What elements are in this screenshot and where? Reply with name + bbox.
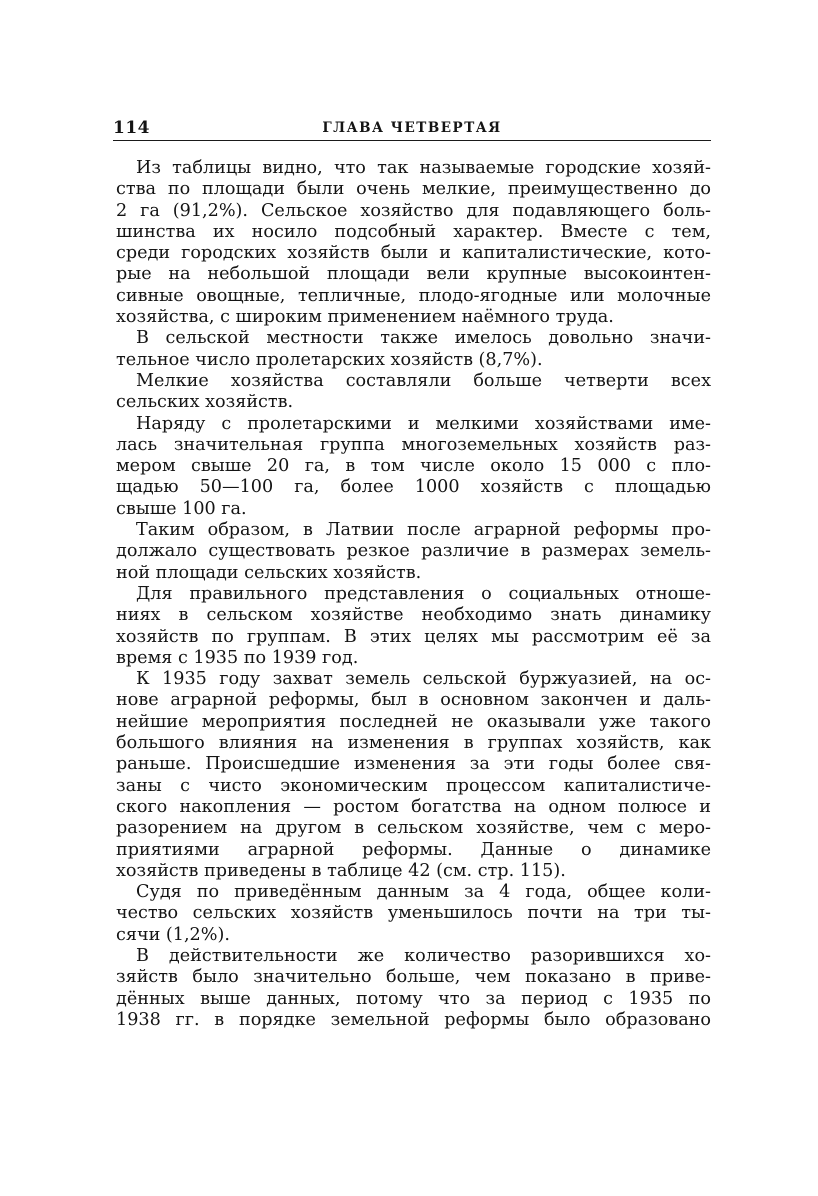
text-line: ского накопления — ростом богатства на одном полюсе и (116, 796, 711, 817)
text-line: Таким образом, в Латвии после аграрной реформы про- (136, 520, 711, 541)
paragraph (116, 328, 711, 371)
text-line: среди городских хозяйств были и капиталистические, кото- (116, 243, 711, 264)
text-line: дённых выше данных, потому что за период с 1935 по (116, 988, 711, 1009)
paragraph (116, 414, 711, 520)
text-line: щадью 50—100 га, более 1000 хозяйств с площадью (116, 477, 711, 498)
paragraph (116, 946, 711, 1031)
text-line: заны с чисто экономическим процессом капиталистиче- (116, 775, 711, 796)
text-line: В сельской местности также имелось довольно значи- (136, 328, 711, 349)
text-line: В действительности же количество разорившихся хо- (136, 945, 711, 966)
text-line: зяйств было значительно больше, чем показано в приве- (116, 967, 711, 988)
paragraph (116, 158, 711, 328)
page-number: 114 (113, 118, 150, 138)
text-line: сельских хозяйств. (116, 392, 294, 413)
text-line: К 1935 году захват земель сельской буржуазией, на ос- (136, 669, 711, 690)
text-line: время с 1935 по 1939 год. (116, 647, 359, 668)
text-line: лась значительная группа многоземельных хозяйств раз- (116, 434, 711, 455)
text-line: разорением на другом в сельском хозяйстве, чем с меро- (116, 818, 711, 839)
text-line: Судя по приведённым данным за 4 года, общее коли- (136, 882, 711, 903)
text-line: сивные овощные, тепличные, плодо-ягодные или молочные (116, 285, 711, 306)
text-line: должало существовать резкое различие в размерах земель- (116, 541, 711, 562)
text-line: сячи (1,2%). (116, 924, 230, 945)
text-line: большого влияния на изменения в группах хозяйств, как (116, 733, 711, 754)
text-line: свыше 100 га. (116, 498, 247, 519)
text-line: ства по площади были очень мелкие, преимущественно до (116, 179, 711, 200)
text-line: чество сельских хозяйств уменьшилось почти на три ты- (116, 903, 711, 924)
running-head: ГЛАВА ЧЕТВЕРТАЯ (322, 120, 502, 136)
text-line: нейшие мероприятия последней не оказывали уже такого (116, 711, 711, 732)
text-line: тельное число пролетарских хозяйств (8,7%). (116, 349, 543, 370)
text-line: Из таблицы видно, что так называемые городские хозяй- (136, 158, 711, 178)
text-line: ной площади сельских хозяйств. (116, 562, 422, 583)
paragraph (116, 371, 711, 414)
text-line: нове аграрной реформы, был в основном закончен и даль- (116, 690, 711, 711)
header-rule (113, 140, 711, 141)
text-line: приятиями аграрной реформы. Данные о динамике (116, 839, 711, 860)
text-line: Наряду с пролетарскими и мелкими хозяйствами име- (136, 413, 711, 434)
text-line: Мелкие хозяйства составляли больше четверти всех (136, 370, 711, 391)
page-header (113, 118, 711, 140)
paragraph (116, 520, 711, 584)
text-line: 2 га (91,2%). Сельское хозяйство для подавляющего боль- (116, 200, 711, 221)
text-line: Для правильного представления о социальных отноше- (136, 583, 711, 604)
text-line: хозяйства, с широким применением наёмного труда. (116, 307, 614, 328)
text-line: мером свыше 20 га, в том числе около 15 000 с пло- (116, 456, 711, 477)
text-line: раньше. Происшедшие изменения за эти годы более свя- (116, 754, 711, 775)
body-text (116, 158, 711, 1031)
paragraph (116, 882, 711, 946)
paragraph (116, 669, 711, 882)
text-line: хозяйств по группам. В этих целях мы рассмотрим её за (116, 626, 711, 647)
text-line: ниях в сельском хозяйстве необходимо знать динамику (116, 605, 711, 626)
paragraph (116, 584, 711, 669)
text-line: рые на небольшой площади вели крупные высокоинтен- (116, 264, 711, 285)
text-line: 1938 гг. в порядке земельной реформы было образовано (116, 1009, 711, 1030)
text-line: шинства их носило подсобный характер. Вместе с тем, (116, 221, 711, 242)
text-line: хозяйств приведены в таблице 42 (см. стр. 115). (116, 860, 566, 881)
